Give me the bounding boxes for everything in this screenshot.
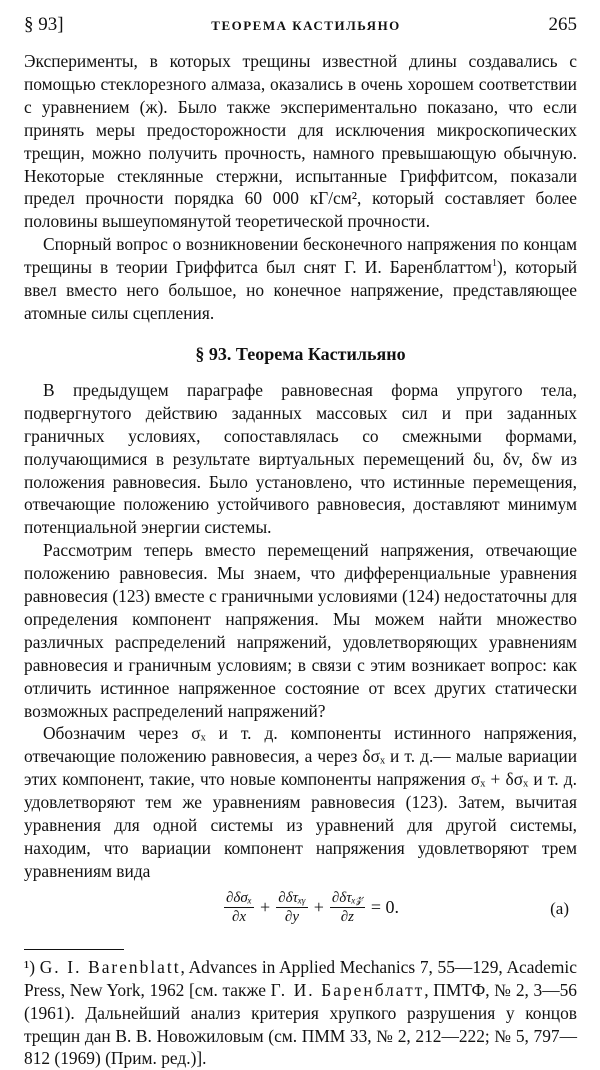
paragraph-stresses: Рассмотрим теперь вместо перемещений напряжения, отвечающие положению равновесия. Мы знаем, что дифференциальные уравнения равновесия (123) вместе с граничными условиями (124) недостаточны для определения компонент напряжения. Мы можем найти множество различных распределений напряжений, удовлетворяющих уравнениям равновесия и граничным условиям; в связи с этим возникает вопрос: как отличить истинное напряженное состояние от всех других статически возможных распределений напряжений? xyxy=(24,540,577,721)
paragraph-barenblatt-text-2: ), который ввел вместо него большое, но конечное напряжение, представляющее атомные силы сцепления. xyxy=(24,257,578,323)
paragraph-barenblatt xyxy=(24,233,577,325)
footnote-marker: ¹) xyxy=(24,956,40,977)
footnote-text-1: , Advances in Applied Mechanics 7, 55—129, Academic Press, New York, 1962 [см. также xyxy=(24,956,577,1000)
footnote xyxy=(24,956,577,1070)
paragraph-experiments: Эксперименты, в которых трещины известной длины создавались с помощью стеклорезного алмаза, оказались в очень хорошем соответствии с уравнением (ж). Было также экспериментально показано, что если принять меры предосторожности для исключения микроскопических трещин, можно получить прочность, намного превышающую обычную. Некоторые стеклянные стержни, испытанные Гриффитсом, показали предел прочности порядка 60 000 кГ/см², который составляет более половины вышеупомянутой теоретической прочности. xyxy=(24,51,577,232)
header-title: ТЕОРЕМА КАСТИЛЬЯНО xyxy=(211,18,401,33)
fraction-1 xyxy=(224,889,254,926)
equation-tag: (а) xyxy=(550,898,569,918)
footnote-author-latin: G. I. Barenblatt xyxy=(39,956,181,977)
page-number: 265 xyxy=(548,14,577,35)
fraction-3-numerator: ∂δτₓ𝓏 xyxy=(331,889,363,906)
page-body xyxy=(24,50,577,1070)
fraction-1-denominator: ∂x xyxy=(231,908,247,925)
fraction-3 xyxy=(330,889,365,926)
paragraph-intro: В предыдущем параграфе равновесная форма упругого тела, подвергнутого действию заданных массовых сил и при заданных граничных условиях, сопоставлялась со смежными формами, получающимися в результате виртуальных перемещений δu, δv, δw из положения равновесия. Было установлено, что истинные перемещения, отвечающие положению устойчивого равновесия, доставляют минимум потенциальной энергии системы. xyxy=(24,379,577,538)
equals-zero: = 0. xyxy=(370,896,399,917)
fraction-2-numerator: ∂δτₓᵧ xyxy=(278,889,306,906)
equation-body xyxy=(224,889,401,926)
fraction-3-denominator: ∂z xyxy=(340,908,354,925)
fraction-2-denominator: ∂y xyxy=(284,908,299,925)
header-section-ref: § 93] xyxy=(24,14,64,35)
paragraph-barenblatt-text-1: Спорный вопрос о возникновении бесконечного напряжения по концам трещины в теории Гриффитса был снят Г. И. Баренблаттом xyxy=(24,234,577,278)
footnote-author-cyrillic: Г. И. Баренблатт xyxy=(270,979,425,1000)
footnote-text-2: , ПМТФ, № 2, 3—56 (1961). Дальнейший анализ критерия хрупкого разрушения у концов трещин дан В. В. Новожиловым (см. ПММ 33, № 2, 212—222; № 5, 797—812 (1969) (Прим. ред.)]. xyxy=(24,979,577,1069)
footnote-divider xyxy=(24,949,124,950)
fraction-1-numerator: ∂δσₓ xyxy=(226,889,253,906)
fraction-2 xyxy=(276,889,307,926)
section-heading: § 93. Теорема Кастильяно xyxy=(195,343,406,364)
plus-sign-2: + xyxy=(313,896,324,917)
equation-a xyxy=(24,887,577,939)
plus-sign-1: + xyxy=(260,896,271,917)
paragraph-variations: Обозначим через σₓ и т. д. компоненты истинного напряжения, отвечающие положению равновесия, а через δσₓ и т. д.— малые вариации этих компонент, такие, что новые компоненты напряжения σₓ + δσₓ и т. д. удовлетворяют тем же уравнениям равновесия (123). Затем, вычитая уравнения для одной системы из уравнений для другой системы, находим, что вариации компонент напряжения удовлетворяют трем уравнениям вида xyxy=(24,723,577,881)
footnote-reference: 1 xyxy=(491,258,497,270)
running-header xyxy=(24,14,577,50)
